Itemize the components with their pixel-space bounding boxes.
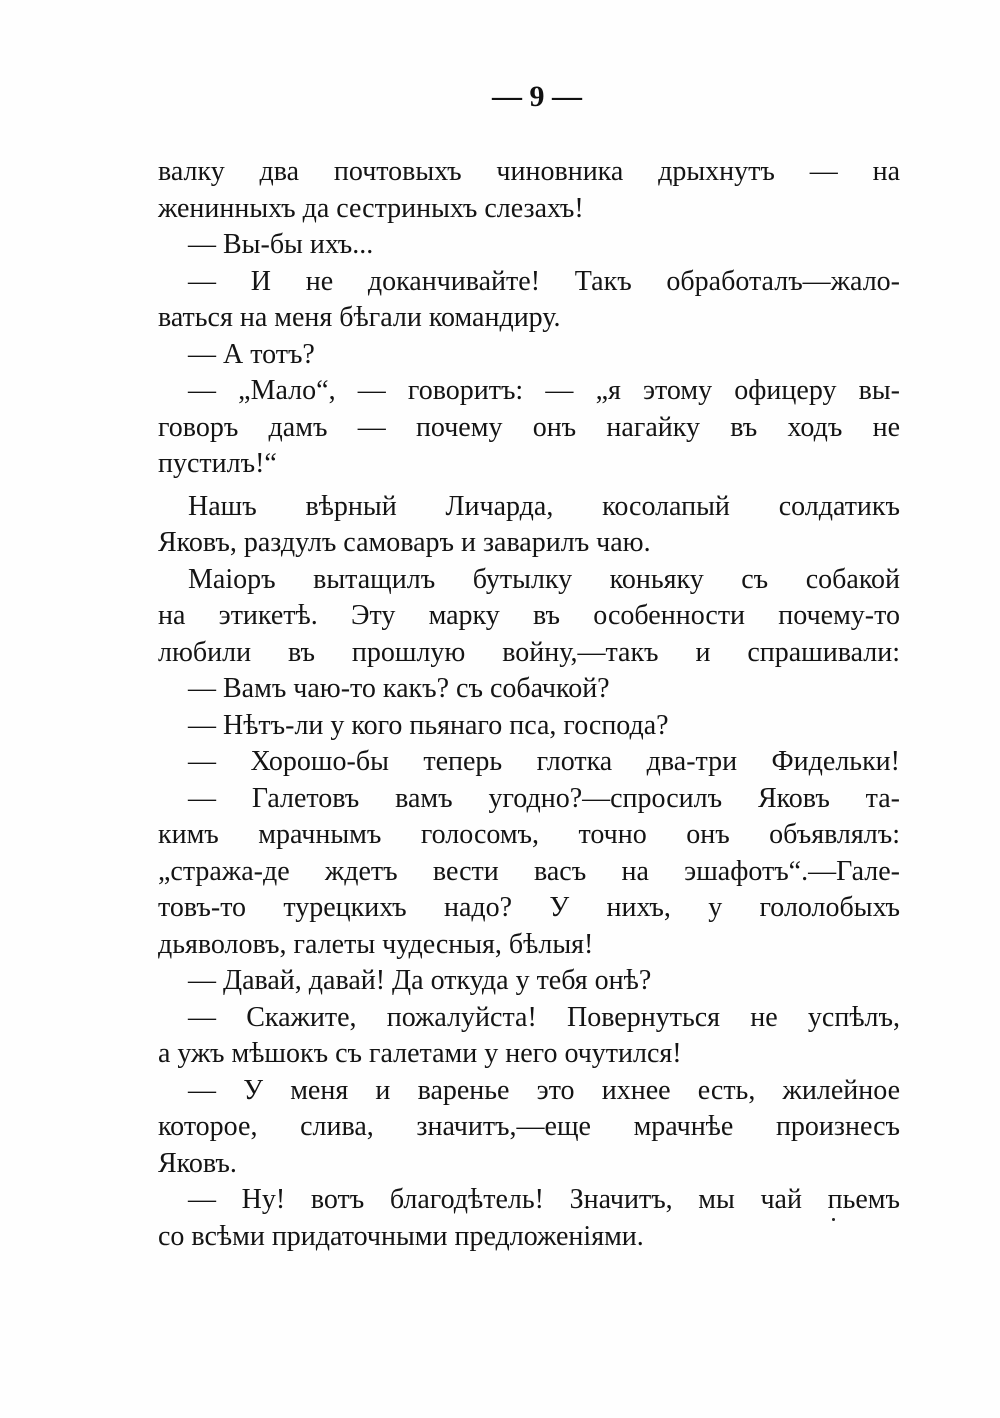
print-speck	[832, 1218, 835, 1221]
text-line: — И не доканчивайте! Такъ обработалъ—жало-	[188, 265, 900, 297]
text-line: — Нѣтъ-ли у кого пьянаго пса, господа?	[188, 709, 669, 741]
text-line: — Вы-бы ихъ...	[188, 229, 374, 260]
text-line: — Вамъ чаю-то какъ? съ собачкой?	[188, 673, 610, 704]
text-line: — Давай, давай! Да откуда у тебя онѣ?	[188, 965, 652, 996]
text-line: валку два почтовыхъ чиновника дрыхнутъ — на	[158, 156, 900, 187]
text-line: — „Мало“, — говоритъ: — „я этому офицеру вы-	[188, 375, 900, 406]
text-line: Яковъ, раздулъ самоваръ и заварилъ чаю.	[158, 527, 651, 558]
text-line: Нашъ вѣрный Личарда, косолапый солдатикъ	[188, 490, 900, 522]
text-line: ваться на меня бѣгали командиру.	[158, 302, 561, 333]
text-line: — Галетовъ вамъ угодно?—спросилъ Яковъ та-	[188, 782, 900, 814]
text-line: пустилъ!“	[158, 448, 277, 479]
text-line: говоръ дамъ — почему онъ нагайку въ ходъ не	[158, 411, 900, 443]
body-text	[158, 154, 900, 1255]
text-line: на этикетѣ. Эту марку въ особенности почему-то	[158, 600, 900, 631]
text-line: кимъ мрачнымъ голосомъ, точно онъ объявлялъ:	[158, 819, 900, 850]
text-line: — Скажите, пожалуйста! Повернуться не успѣлъ,	[188, 1001, 900, 1033]
text-line: „стража-де ждетъ вести васъ на эшафотъ“.—Гале-	[158, 855, 900, 887]
text-line: Яковъ.	[158, 1147, 237, 1179]
text-line: — Ну! вотъ благодѣтель! Значитъ, мы чай пьемъ	[188, 1184, 900, 1215]
text-line: которое, слива, значитъ,—еще мрачнѣе произнесъ	[158, 1111, 900, 1142]
text-line: товъ-то турецкихъ надо? У нихъ, у гололобыхъ	[158, 892, 900, 923]
text-line: — А тотъ?	[188, 338, 315, 370]
text-line: любили въ прошлую войну,—такъ и спрашивали:	[158, 636, 900, 668]
text-line: а ужъ мѣшокъ съ галетами у него очутился!	[158, 1038, 682, 1069]
text-line: со всѣми придаточными предложеніями.	[158, 1220, 644, 1252]
text-line: — Хорошо-бы теперь глотка два-три Фидельки!	[188, 746, 900, 777]
page-number: — 9 —	[492, 80, 582, 113]
text-line: женинныхъ да сестриныхъ слезахъ!	[158, 192, 584, 224]
text-line: Маіоръ вытащилъ бутылку коньяку съ собакой	[188, 563, 900, 595]
text-line: — У меня и варенье это ихнее есть, жилейное	[188, 1074, 900, 1106]
text-line: дьяволовъ, галеты чудесныя, бѣлыя!	[158, 928, 594, 960]
